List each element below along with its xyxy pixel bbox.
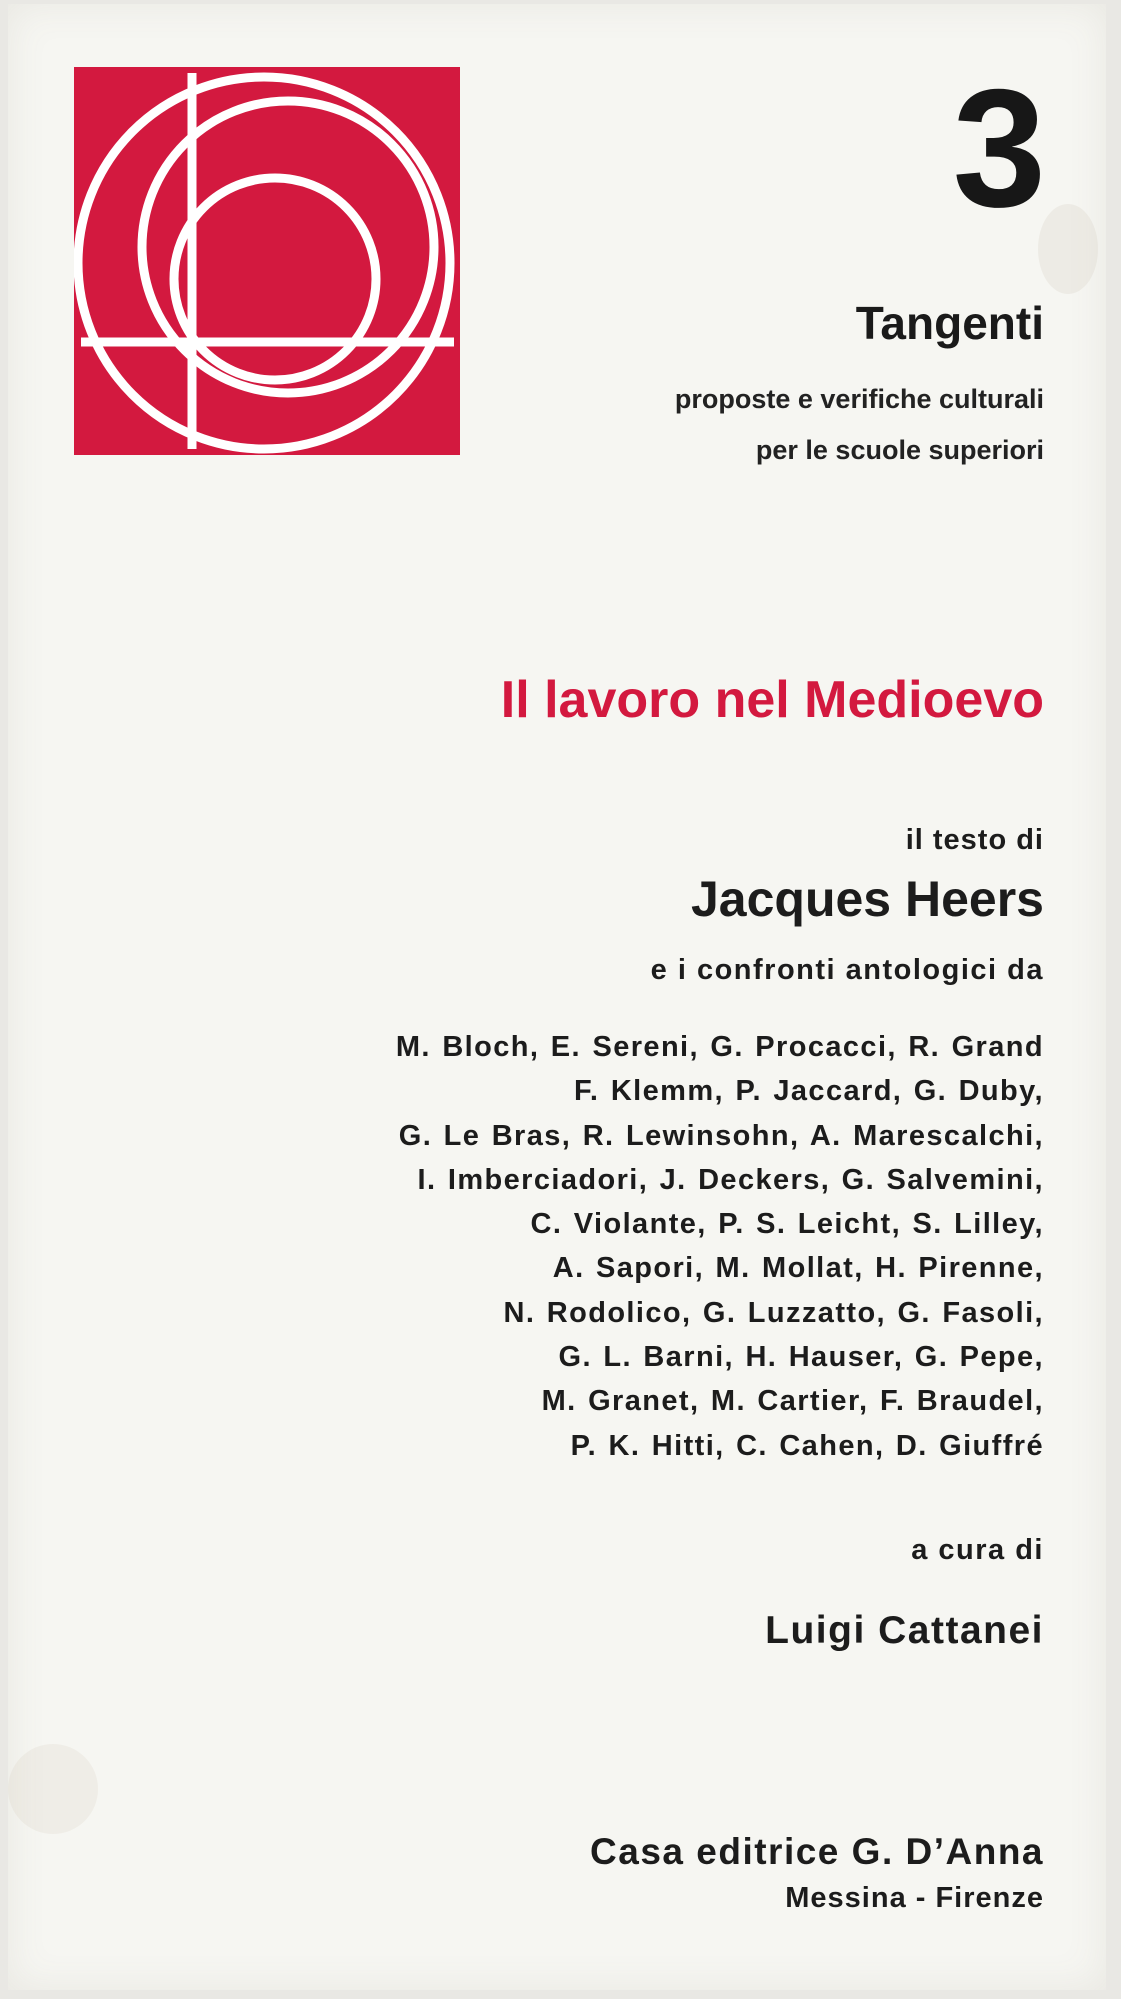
paper-stain [8,1744,98,1834]
text-by-label: il testo di [905,824,1044,856]
anthology-authors-line: C. Violante, P. S. Leicht, S. Lilley, [530,1208,1044,1241]
book-cover [8,4,1106,1990]
publisher-name: Casa editrice G. D’Anna [590,1831,1044,1872]
series-name: Tangenti [855,297,1044,349]
anthology-authors-line: G. L. Barni, H. Hauser, G. Pepe, [558,1341,1044,1374]
publisher-cities: Messina - Firenze [785,1882,1044,1914]
series-number: 3 [952,54,1044,242]
series-subtitle-line1: proposte e verifiche culturali [674,384,1044,414]
author-name: Jacques Heers [690,871,1044,927]
anthology-authors-line: P. K. Hitti, C. Cahen, D. Giuffré [570,1429,1044,1462]
anthology-authors-line: N. Rodolico, G. Luzzatto, G. Fasoli, [503,1296,1044,1329]
editor-name: Luigi Cattanei [765,1609,1044,1652]
series-logo [74,67,460,455]
anthology-label: e i confronti antologici da [650,954,1044,986]
anthology-authors-line: M. Granet, M. Cartier, F. Braudel, [541,1385,1044,1418]
series-logo-graphic [74,67,460,455]
paper-stain [1038,204,1098,294]
anthology-authors-line: M. Bloch, E. Sereni, G. Procacci, R. Grand [395,1031,1044,1063]
anthology-authors-line: I. Imberciadori, J. Deckers, G. Salvemini, [417,1163,1044,1196]
anthology-authors-list [396,1025,1044,1468]
series-subtitle-line2: per le scuole superiori [755,435,1044,465]
book-title: Il lavoro nel Medioevo [500,671,1044,729]
anthology-authors-line: A. Sapori, M. Mollat, H. Pirenne, [552,1252,1044,1285]
anthology-authors-line: F. Klemm, P. Jaccard, G. Duby, [574,1075,1044,1108]
anthology-authors-line: G. Le Bras, R. Lewinsohn, A. Marescalchi, [398,1119,1044,1152]
edited-by-label: a cura di [911,1534,1044,1566]
